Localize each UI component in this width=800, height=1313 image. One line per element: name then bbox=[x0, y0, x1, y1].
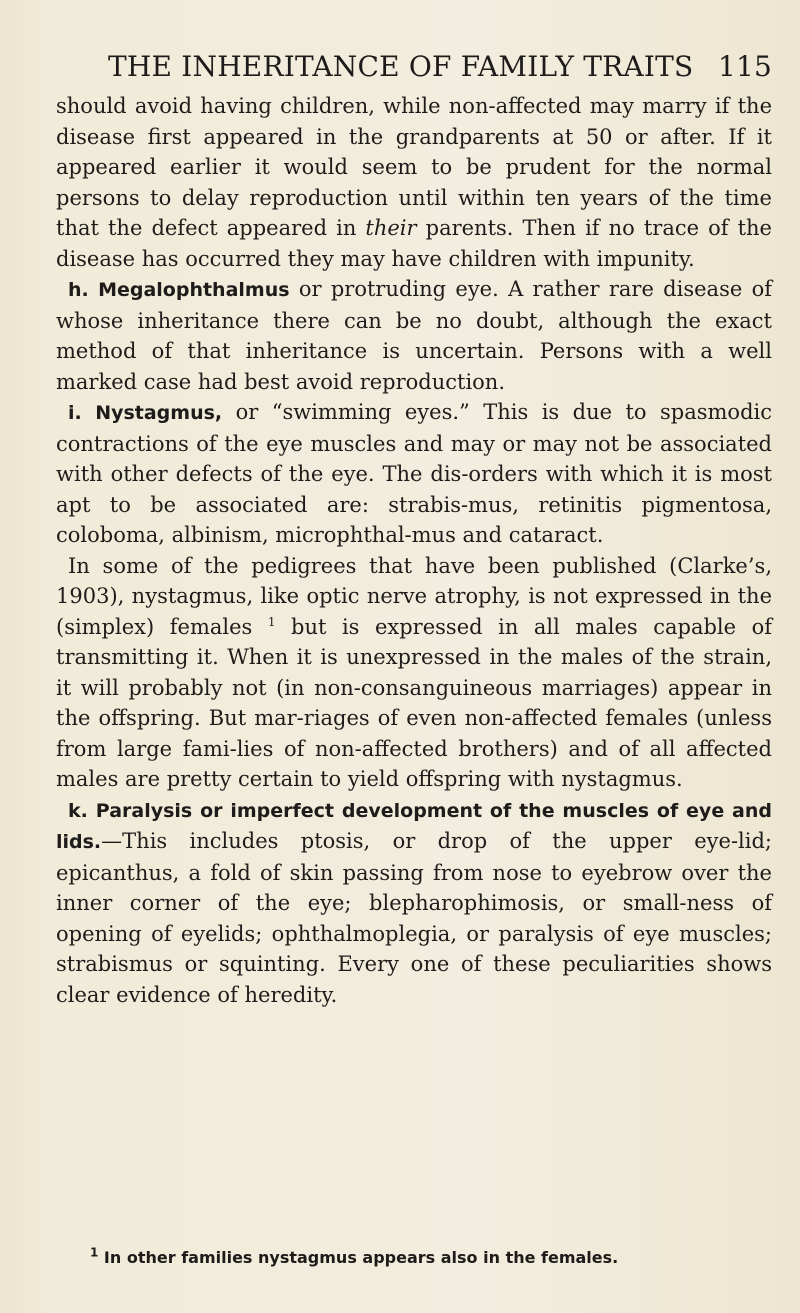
chapter-title: THE INHERITANCE OF FAMILY TRAITS bbox=[108, 50, 694, 83]
item-letter: h. bbox=[68, 279, 89, 301]
paragraph-text: parents. Then if no trace of the disease has occurred they may have children with impunity. bbox=[56, 216, 772, 271]
paragraph-text: should avoid having children, while non-affected may marry if the disease first appeared in the grandparents at 50 or after. If it appeared earlier it would seem to be prudent for the normal persons to delay reproduction until within ten years of the time that the defect appeared in bbox=[56, 94, 772, 240]
paragraph-megalophthalmus bbox=[56, 274, 772, 397]
running-head bbox=[108, 50, 772, 83]
footnote-text: In other families nystagmus appears also in the females. bbox=[98, 1248, 619, 1267]
paragraph-text: In some of the pedigrees that have been published (Clarke’s, 1903), nystagmus, like optic nerve atrophy, is not expressed in the (simplex) females bbox=[56, 553, 772, 639]
paragraph-text: or “swimming eyes.” This is due to spasmodic contractions of the eye muscles and may or may not be associated with other defects of the eye. The dis-orders with which it is most apt to be associated are: strabis-mus, retinitis pigmentosa, coloboma, albinism, microphthal-mus and cataract. bbox=[56, 400, 772, 547]
paragraph-paralysis bbox=[56, 795, 772, 1011]
emphasis-text: their bbox=[365, 216, 417, 240]
page-number: 115 bbox=[717, 50, 772, 83]
paragraph-nystagmus bbox=[56, 397, 772, 551]
item-term: Paralysis or imperfect development of the muscles of eye and lids. bbox=[56, 799, 773, 853]
footnote-marker: 1 bbox=[90, 1245, 99, 1260]
item-letter: i. bbox=[68, 402, 82, 424]
footnote-reference: 1 bbox=[267, 614, 276, 629]
item-term: Megalophthalmus bbox=[98, 279, 290, 301]
footnote bbox=[90, 1245, 770, 1268]
item-letter: k. bbox=[68, 799, 88, 822]
item-term: Nystagmus, bbox=[95, 402, 223, 424]
body-text bbox=[56, 91, 772, 1010]
paragraph-text: but is expressed in all males capable of transmitting it. When it is unexpressed in the males of the strain, it will probably not (in non-consanguineous marriages) appear in the offspring. But mar-riages of even non-affected females (unless from large fami-lies of non-affected brothers) and of all affected males are pretty certain to yield offspring with nystagmus. bbox=[56, 614, 772, 791]
paragraph-pedigrees bbox=[56, 551, 772, 795]
paragraph-continuation bbox=[56, 91, 772, 274]
paragraph-text: —This includes ptosis, or drop of the upper eye-lid; epicanthus, a fold of skin passing from nose to eyebrow over the inner corner of the eye; blepharophimosis, or small-ness of opening of eyelids; ophthalmoplegia, or paralysis of eye muscles; strabismus or squinting. Every one of these peculiarities shows clear evidence of heredity. bbox=[56, 829, 772, 1007]
paragraph-text: or protruding eye. A rather rare disease of whose inheritance there can be no doubt, although the exact method of that inheritance is uncertain. Persons with a well marked case had best avoid reproduction. bbox=[56, 277, 772, 394]
